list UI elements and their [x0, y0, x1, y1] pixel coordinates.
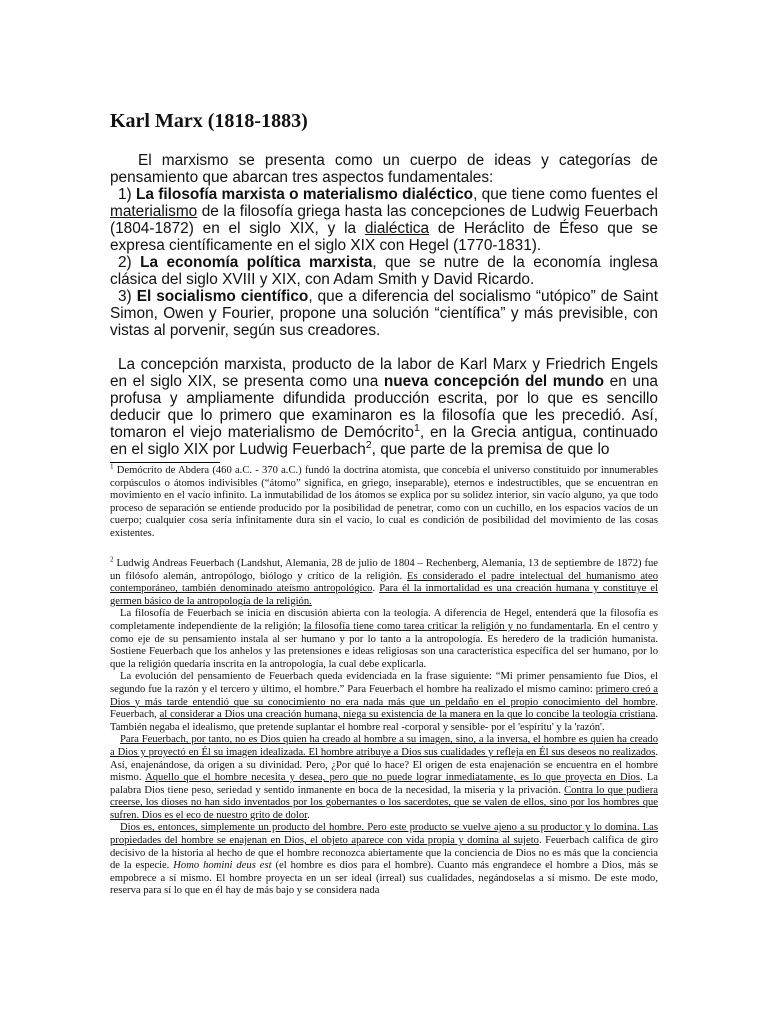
text-run: , que parte de la premisa de que lo — [371, 441, 610, 458]
footnote-paragraph — [110, 608, 658, 671]
underlined-text: Dios es, entonces, simplemente un producto del hombre. Pero este producto se vuelve ajeno a su productor y lo domina. Las propiedades del hombre se enajenan en Dios, el objeto aparece con vida propia y domina al sujeto — [110, 822, 658, 847]
footnote-ref-2[interactable]: 2 — [365, 439, 372, 451]
list-item-1 — [110, 186, 658, 254]
underlined-text: al considerar a Dios una creación humana, niega su existencia de la manera en la que lo concibe la teología cristiana — [159, 709, 656, 721]
underlined-text: Para él la inmortalidad es una creación humana y constituye el germen básico de la antropología de la religión. — [110, 583, 659, 607]
footnote-paragraph — [110, 734, 658, 822]
underlined-term: dialéctica — [364, 220, 430, 237]
text-run: de la filosofía griega hasta las concepciones de Ludwig Feuerbach (1804-1872) en el siglo XIX, y la — [110, 203, 658, 237]
footnote-divider — [110, 462, 220, 463]
text-run: Demócrito de Abdera (460 a.C. - 370 a.C.) fundó la doctrina atomista, que concebía el universo constituido por innumerables corpúsculos o átomos indivisibles (“átomo” significa, en griego, inseparable), eternos e indestructibles, que se encuentran en movimiento en el vacío infinito. La inmutabilidad de los átomos se explica por su solidez interior, sin vacío alguno, ya que todo proceso de separación se entiende producido por la posibilidad de penetrar, como con un cuchillo, en los espacios vacíos de un cuerpo; cualquier cosa sería infinitamente dura sin el vacío, lo cual es condición de posibilidad del movimiento de las cosas existentes. — [110, 465, 658, 539]
footnote-ref-1[interactable]: 1 — [413, 422, 420, 434]
underlined-term: materialismo — [110, 203, 198, 220]
bold-term: El socialismo científico — [136, 288, 309, 305]
list-number: 2) — [118, 254, 141, 271]
underlined-text: primero creó a Dios y más tarde entendió que su conocimiento no era nada más que un peldaño en el propio conocimiento del hombre — [110, 683, 658, 708]
footnote-paragraph — [110, 822, 658, 898]
underlined-text: Contra lo que pudiera creerse, los dioses no han sido inventados por los gobernantes o los sacerdotes, que se valen de ellos, sino por los hombres que sufren. Dios es el eco de nuestro grito de dolor — [110, 784, 658, 821]
text-run: Ludwig Andreas Feuerbach (Landshut, Alemania, 28 de julio de 1804 – Rechenberg, Alemania, 13 de septiembre de 1872) fue un filósofo alemán, antropólogo, biólogo y crítico de la religión. — [110, 558, 658, 582]
underlined-text: la filosofía tiene como tarea criticar la religión y no fundamentarla — [303, 620, 592, 632]
list-number: 1) — [118, 186, 136, 203]
footnote-paragraph — [110, 462, 658, 541]
list-item-2 — [110, 254, 658, 288]
text-run: . Feuerbach, — [110, 696, 658, 721]
footnote-paragraph — [110, 555, 659, 608]
list-item-3 — [110, 288, 658, 339]
text-run: La concepción marxista, producto de la labor de Karl Marx y Friedrich Engels en el siglo XIX, se presenta como una — [110, 356, 658, 390]
text-run: , que a diferencia del socialismo “utópico” de Saint Simon, Owen y Fourier, propone una solución “científica” y más previsible, con vistas al porvenir, según sus creadores. — [110, 288, 658, 339]
footnote-1 — [110, 462, 658, 541]
text-run: , en la Grecia antigua, continuado en el siglo XIX por Ludwig Feuerbach — [110, 424, 658, 458]
text-run: . La palabra Dios tiene peso, seriedad y sentido inmanente en boca de la necesidad, la miseria y la privación. — [110, 772, 658, 796]
footnote-paragraph — [110, 671, 658, 734]
italic-text: Homo homini deus est — [173, 860, 272, 872]
underlined-text: Para Feuerbach, por tanto, no es Dios quien ha creado al hombre a su imagen, sino, a la inversa, el hombre es quien ha creado a Dios y proyectó en Él su imagen idealizada. El hombre atribuye a Dios sus cualidades y refleja en Él sus deseos no realizados — [110, 734, 658, 758]
footnote-number: 2 — [110, 555, 114, 564]
text-run: , que se nutre de la economía inglesa clásica del siglo XVIII y XIX, con Adam Smith y David Ricardo. — [110, 254, 658, 288]
underlined-text: Es considerado el padre intelectual del humanismo ateo contemporáneo, también denominado ateísmo antropológico — [110, 570, 658, 595]
text-run: en una profusa y ampliamente difundida producción escrita, por lo que es sencillo deducir que lo primero que examinaron es la filosofía que les precedió. Así, tomaron el viejo materialismo de Demócrito — [110, 373, 658, 441]
page-title: Karl Marx (1818-1883) — [110, 110, 308, 132]
list-number: 3) — [118, 288, 137, 305]
text-run: . — [372, 583, 380, 595]
footnote-number: 1 — [110, 462, 114, 471]
text-run: de Heráclito de Éfeso que se expresa científicamente en el siglo XIX con Hegel (1770-1831). — [110, 220, 658, 254]
text-run: . — [307, 809, 310, 821]
intro-section — [110, 152, 658, 339]
bold-term: La economía política marxista — [140, 254, 373, 271]
text-run: . En el centro y como eje de su pensamiento instala al ser humano y por lo tanto a la antropología. Es heredero de la tradición humanista. Sostiene Feuerbach que los anhelos y las pretensiones e ideas religiosas son una característica específica del ser humano, por lo que la religión quedaría inscrita en la antropología, la cual debe explicarla. — [110, 620, 659, 670]
body-section — [110, 356, 658, 458]
text-run: . Así, enajenándose, da origen a su divinidad. Pero, ¿Por qué lo hace? El origen de esta enajenación se encuentra en el hombre mismo. — [110, 746, 658, 784]
text-run: , que tiene como fuentes el — [473, 186, 658, 203]
intro-paragraph: El marxismo se presenta como un cuerpo de ideas y categorías de pensamiento que abarcan tres aspectos fundamentales: — [110, 152, 658, 186]
bold-term: nueva concepción del mundo — [383, 373, 605, 390]
underlined-text: Aquello que el hombre necesita y desea, pero que no puede lograr inmediatamente, es lo que proyecta en Dios — [145, 772, 640, 784]
text-run: La filosofía de Feuerbach se inicia en discusión abierta con la teología. A diferencia de Hegel, entenderá que la filosofía es completamente independiente de la religión; — [110, 608, 658, 632]
bold-term: La filosofía marxista o materialismo dialéctico — [135, 186, 474, 203]
text-run: . También negaba el idealismo, que pretende suplantar el hombre real -corporal y sensible- por el 'espíritu' y la 'razón'. — [110, 709, 658, 733]
text-run: (el hombre es dios para el hombre). Cuanto más engrandece el hombre a Dios, más se empobrece a sí mismo. El hombre proyecta en un ser ideal (irreal) sus cualidades, negándoselas a sí mismo. De este modo, reserva para sí lo que en él hay de más bajo y se considera nada — [110, 860, 658, 897]
text-run: . Feuerbach califica de giro decisivo de la historia al hecho de que el hombre reconozca abiertamente que la conciencia de Dios no es más que la conciencia de la especie. — [110, 835, 658, 872]
footnote-2 — [110, 555, 659, 898]
text-run: La evolución del pensamiento de Feuerbach queda evidenciada en la frase siguiente: “Mi primer pensamiento fue Dios, el segundo fue la razón y el tercero y último, el hombre.” Para Feuerbach el hombre ha realizado el mismo camino: — [110, 671, 658, 695]
body-paragraph — [110, 356, 658, 458]
